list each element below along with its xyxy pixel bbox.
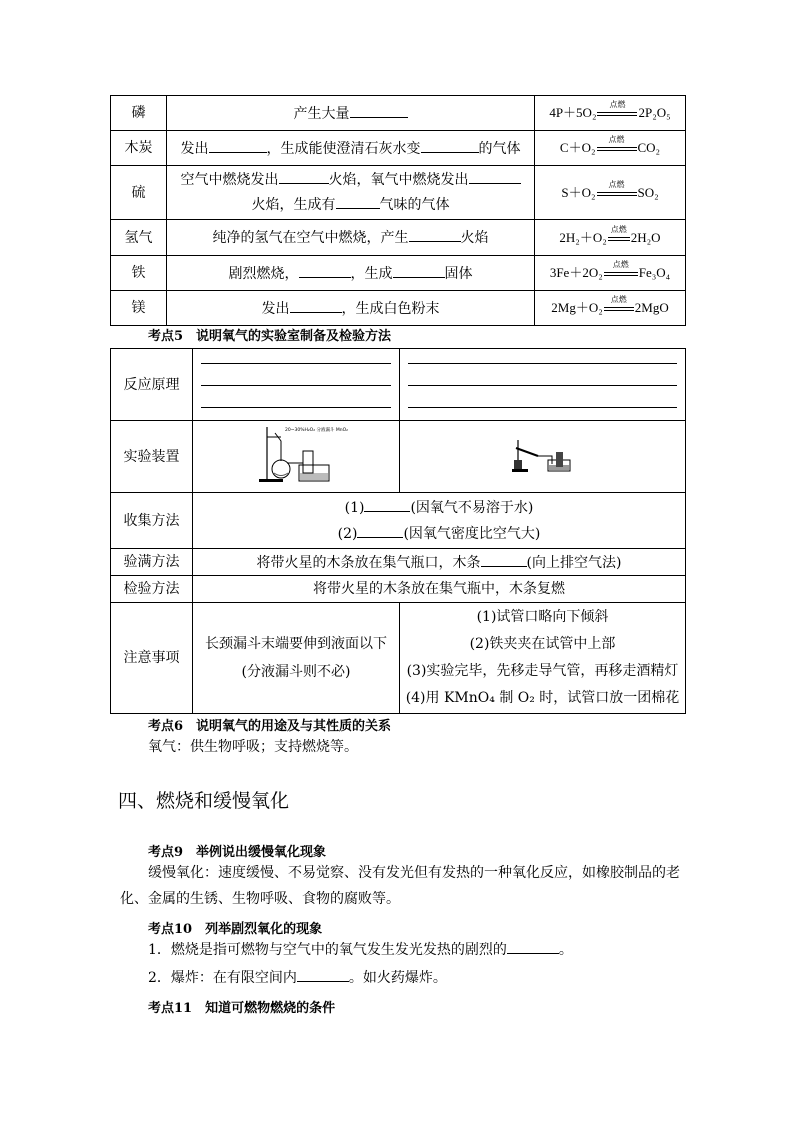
phenomenon: 产生大量 bbox=[167, 96, 535, 131]
fill-blank[interactable] bbox=[299, 263, 351, 278]
kd9-heading: 考点9 举例说出缓慢氧化现象 bbox=[148, 845, 327, 860]
row-label: 注意事项 bbox=[111, 603, 193, 714]
fill-blank[interactable] bbox=[279, 169, 329, 184]
table-row bbox=[111, 220, 686, 256]
fill-blank[interactable] bbox=[357, 523, 403, 538]
fill-blank[interactable] bbox=[481, 552, 527, 567]
apparatus-diagram-right bbox=[400, 421, 686, 493]
equation: C＋O₂ 点燃 CO₂ bbox=[535, 131, 686, 166]
kmno4-apparatus-icon bbox=[508, 434, 578, 474]
row-label: 收集方法 bbox=[111, 493, 193, 549]
table-row bbox=[111, 421, 686, 493]
fill-line[interactable] bbox=[201, 362, 391, 364]
phenomenon: 发出 ，生成能使澄清石灰水变 的气体 bbox=[167, 131, 535, 166]
h2o2-apparatus-icon bbox=[251, 423, 348, 485]
substance-name: 木炭 bbox=[111, 131, 167, 166]
table-row bbox=[111, 96, 686, 131]
substance-name: 氢气 bbox=[111, 220, 167, 256]
substance-name: 镁 bbox=[111, 291, 167, 326]
table-row bbox=[111, 256, 686, 291]
table-row bbox=[111, 576, 686, 603]
principle-left bbox=[193, 349, 400, 421]
kd10-item-1: 1．燃烧是指可燃物与空气中的氧气发生发光发热的剧烈的 。 bbox=[148, 937, 573, 963]
row-label: 检验方法 bbox=[111, 576, 193, 603]
table-row bbox=[111, 349, 686, 421]
kd10-heading: 考点10 列举剧烈氧化的现象 bbox=[148, 922, 323, 937]
substance-name: 磷 bbox=[111, 96, 167, 131]
principle-right bbox=[400, 349, 686, 421]
kd6-heading: 考点6 说明氧气的用途及与其性质的关系 bbox=[148, 719, 392, 734]
svg-text:20~30%H₂O₂ 分液漏斗 MnO₂: 20~30%H₂O₂ 分液漏斗 MnO₂ bbox=[285, 427, 348, 433]
kd9-text-2: 化、金属的生锈、生物呼吸、食物的腐败等。 bbox=[120, 891, 400, 907]
fill-line[interactable] bbox=[408, 406, 677, 408]
fill-blank[interactable] bbox=[469, 169, 521, 184]
equation: 2Mg＋O₂ 点燃 2MgO bbox=[535, 291, 686, 326]
equation: S＋O₂ 点燃 SO₂ bbox=[535, 166, 686, 220]
equation: 3Fe＋2O₂ 点燃 Fe₃O₄ bbox=[535, 256, 686, 291]
equation: 2H₂＋O₂ 点燃 2H₂O bbox=[535, 220, 686, 256]
fill-blank[interactable] bbox=[507, 939, 559, 954]
row-label: 验满方法 bbox=[111, 549, 193, 576]
substance-name: 硫 bbox=[111, 166, 167, 220]
section-title: 四、燃烧和缓慢氧化 bbox=[118, 790, 290, 812]
kd11-heading: 考点11 知道可燃物燃烧的条件 bbox=[148, 1001, 336, 1016]
phenomenon: 发出 ，生成白色粉末 bbox=[167, 291, 535, 326]
table-row bbox=[111, 549, 686, 576]
notes-left: 长颈漏斗末端要伸到液面以下 (分液漏斗则不必) bbox=[193, 603, 400, 714]
kd9-text-1: 缓慢氧化：速度缓慢、不易觉察、没有发光但有发热的一种氧化反应，如橡胶制品的老 bbox=[148, 865, 680, 881]
row-label: 反应原理 bbox=[111, 349, 193, 421]
fill-blank[interactable] bbox=[336, 194, 380, 209]
fill-blank[interactable] bbox=[393, 263, 445, 278]
equation: 4P＋5O₂ 点燃 2P₂O₅ bbox=[535, 96, 686, 131]
fill-blank[interactable] bbox=[421, 138, 479, 153]
full-check-method: 将带火星的木条放在集气瓶口，木条 (向上排空气法) bbox=[193, 549, 686, 576]
table-row bbox=[111, 493, 686, 549]
phenomenon: 空气中燃烧发出 火焰，氧气中燃烧发出 火焰，生成有 气味的气体 bbox=[167, 166, 535, 220]
fill-line[interactable] bbox=[408, 384, 677, 386]
fill-blank[interactable] bbox=[209, 138, 267, 153]
fill-blank[interactable] bbox=[297, 967, 349, 982]
oxygen-prep-table bbox=[110, 348, 686, 714]
fill-line[interactable] bbox=[201, 406, 391, 408]
combustion-table bbox=[110, 95, 686, 326]
fill-blank[interactable] bbox=[350, 103, 408, 118]
table-row bbox=[111, 603, 686, 714]
phenomenon: 剧烈燃烧， ，生成 固体 bbox=[167, 256, 535, 291]
apparatus-diagram-left bbox=[193, 421, 400, 493]
kd10-item-2: 2．爆炸：在有限空间内 。如火药爆炸。 bbox=[148, 965, 447, 991]
table-row bbox=[111, 166, 686, 220]
phenomenon: 纯净的氢气在空气中燃烧，产生 火焰 bbox=[167, 220, 535, 256]
table-row bbox=[111, 291, 686, 326]
substance-name: 铁 bbox=[111, 256, 167, 291]
fill-blank[interactable] bbox=[409, 227, 461, 242]
notes-right: (1)试管口略向下倾斜 (2)铁夹夹在试管中上部 (3)实验完毕，先移走导气管，再移走酒精灯 (4)用 KMnO₄ 制 O₂ 时，试管口放一团棉花 bbox=[400, 603, 686, 714]
table-row bbox=[111, 131, 686, 166]
row-label: 实验装置 bbox=[111, 421, 193, 493]
test-method: 将带火星的木条放在集气瓶中，木条复燃 bbox=[193, 576, 686, 603]
fill-line[interactable] bbox=[201, 384, 391, 386]
collection-methods: (1) (因氧气不易溶于水) (2) (因氧气密度比空气大) bbox=[193, 493, 686, 549]
kd5-heading: 考点5 说明氧气的实验室制备及检验方法 bbox=[148, 329, 392, 344]
fill-blank[interactable] bbox=[290, 298, 342, 313]
kd6-text: 氧气：供生物呼吸；支持燃烧等。 bbox=[148, 739, 358, 755]
fill-blank[interactable] bbox=[364, 497, 410, 512]
fill-line[interactable] bbox=[408, 362, 677, 364]
